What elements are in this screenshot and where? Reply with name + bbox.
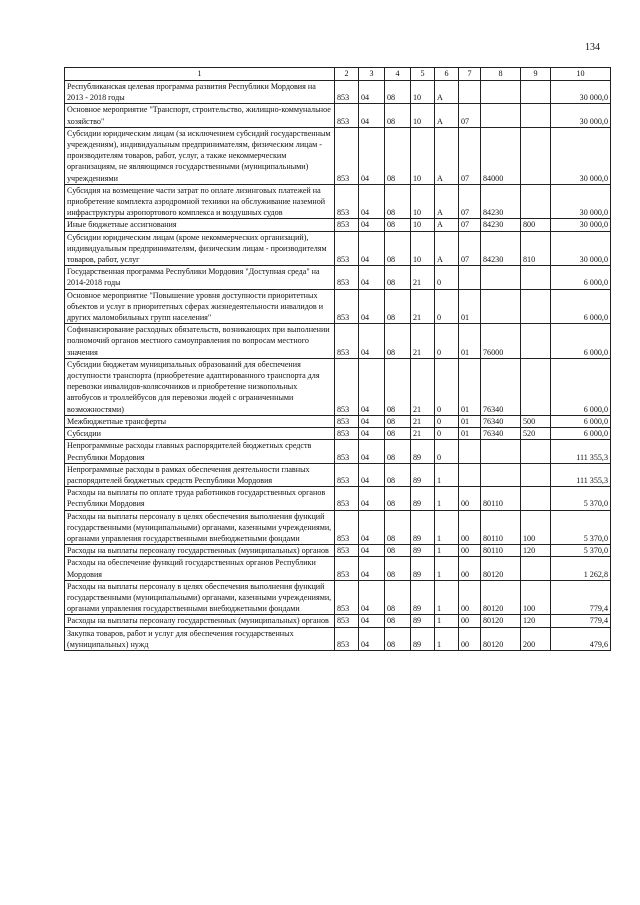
cell-code-section: 04 [359, 415, 385, 427]
cell-code-admin: 853 [335, 627, 359, 650]
cell-item-name: Субсидии юридическим лицам (за исключением субсидий государственным учреждениям), индивидуальным предпринимателям, физическим лицам - производителям товаров, работ, услуг, а также некоммерческим организациям, не являющимся государственными (муниципальными) учреждениями [65, 127, 335, 184]
header-cell: 2 [335, 68, 359, 81]
cell-code-subsection: 08 [385, 81, 411, 104]
cell-code-program: 21 [411, 358, 435, 415]
cell-code-subprogram: А [435, 184, 459, 219]
cell-amount: 6 000,0 [551, 358, 611, 415]
cell-code-direction [481, 440, 521, 463]
cell-code-admin: 853 [335, 231, 359, 266]
cell-code-direction: 80110 [481, 545, 521, 557]
cell-code-section: 04 [359, 219, 385, 231]
cell-amount: 6 000,0 [551, 415, 611, 427]
cell-code-program: 10 [411, 104, 435, 127]
table-row [65, 219, 611, 231]
header-cell: 9 [521, 68, 551, 81]
cell-code-program: 89 [411, 615, 435, 627]
cell-code-admin: 853 [335, 440, 359, 463]
cell-item-name: Расходы на обеспечение функций государственных органов Республики Мордовия [65, 557, 335, 580]
cell-item-name: Расходы на выплаты персоналу в целях обеспечения выполнения функций государственными (муниципальными) органами, казенными учреждениями, органами управления государственными внебюджетными фондами [65, 580, 335, 615]
cell-code-program: 89 [411, 487, 435, 510]
cell-code-direction: 80120 [481, 615, 521, 627]
cell-code-direction: 80110 [481, 487, 521, 510]
cell-code-expense-type [521, 266, 551, 289]
cell-code-subprogram: 0 [435, 324, 459, 359]
cell-code-subsection: 08 [385, 557, 411, 580]
cell-amount: 479,6 [551, 627, 611, 650]
cell-code-measure: 07 [459, 184, 481, 219]
header-cell: 4 [385, 68, 411, 81]
cell-code-admin: 853 [335, 324, 359, 359]
cell-item-name: Закупка товаров, работ и услуг для обеспечения государственных (муниципальных) нужд [65, 627, 335, 650]
cell-code-subprogram: 0 [435, 428, 459, 440]
cell-code-measure: 00 [459, 615, 481, 627]
cell-code-section: 04 [359, 184, 385, 219]
cell-code-subsection: 08 [385, 104, 411, 127]
cell-code-subsection: 08 [385, 231, 411, 266]
table-row [65, 289, 611, 324]
cell-amount: 1 262,8 [551, 557, 611, 580]
cell-amount: 30 000,0 [551, 81, 611, 104]
cell-code-program: 89 [411, 510, 435, 545]
cell-code-subsection: 08 [385, 510, 411, 545]
cell-amount: 30 000,0 [551, 184, 611, 219]
cell-code-subsection: 08 [385, 440, 411, 463]
cell-item-name: Основное мероприятие "Повышение уровня доступности приоритетных объектов и услуг в приоритетных сферах жизнедеятельности инвалидов и других маломобильных групп населения" [65, 289, 335, 324]
cell-code-expense-type [521, 557, 551, 580]
cell-code-admin: 853 [335, 104, 359, 127]
cell-code-section: 04 [359, 127, 385, 184]
cell-code-admin: 853 [335, 415, 359, 427]
cell-code-direction: 80120 [481, 627, 521, 650]
cell-code-subprogram: 1 [435, 545, 459, 557]
cell-code-admin: 853 [335, 184, 359, 219]
cell-code-direction: 84000 [481, 127, 521, 184]
cell-code-subprogram: А [435, 219, 459, 231]
cell-amount: 6 000,0 [551, 266, 611, 289]
cell-code-admin: 853 [335, 127, 359, 184]
cell-code-measure: 00 [459, 627, 481, 650]
cell-code-direction: 76340 [481, 428, 521, 440]
cell-code-admin: 853 [335, 487, 359, 510]
cell-code-subsection: 08 [385, 428, 411, 440]
cell-code-measure: 01 [459, 289, 481, 324]
cell-code-subprogram: А [435, 127, 459, 184]
table-row [65, 428, 611, 440]
cell-code-measure: 01 [459, 358, 481, 415]
cell-code-section: 04 [359, 487, 385, 510]
header-cell: 1 [65, 68, 335, 81]
cell-code-subprogram: А [435, 231, 459, 266]
cell-code-program: 89 [411, 580, 435, 615]
cell-code-section: 04 [359, 627, 385, 650]
cell-code-subprogram: 1 [435, 510, 459, 545]
cell-code-subsection: 08 [385, 324, 411, 359]
cell-code-subprogram: 1 [435, 627, 459, 650]
budget-table [64, 67, 611, 651]
cell-code-expense-type [521, 324, 551, 359]
cell-amount: 30 000,0 [551, 104, 611, 127]
cell-code-admin: 853 [335, 580, 359, 615]
cell-code-section: 04 [359, 324, 385, 359]
cell-code-expense-type: 800 [521, 219, 551, 231]
header-cell: 5 [411, 68, 435, 81]
cell-code-subprogram: 0 [435, 266, 459, 289]
cell-code-subprogram: 1 [435, 615, 459, 627]
cell-code-direction: 76000 [481, 324, 521, 359]
cell-amount: 111 355,3 [551, 463, 611, 486]
cell-item-name: Межбюджетные трансферты [65, 415, 335, 427]
cell-code-subsection: 08 [385, 219, 411, 231]
cell-code-expense-type [521, 289, 551, 324]
cell-amount: 30 000,0 [551, 219, 611, 231]
cell-code-section: 04 [359, 545, 385, 557]
cell-code-subprogram: 0 [435, 358, 459, 415]
cell-code-program: 89 [411, 545, 435, 557]
cell-code-direction [481, 463, 521, 486]
cell-code-subsection: 08 [385, 266, 411, 289]
cell-amount: 779,4 [551, 615, 611, 627]
cell-code-program: 21 [411, 428, 435, 440]
cell-code-section: 04 [359, 289, 385, 324]
cell-item-name: Основное мероприятие "Транспорт, строительство, жилищно-коммунальное хозяйство" [65, 104, 335, 127]
cell-code-direction: 84230 [481, 219, 521, 231]
header-row [65, 68, 611, 81]
cell-code-subsection: 08 [385, 545, 411, 557]
cell-item-name: Расходы на выплаты персоналу в целях обеспечения выполнения функций государственными (муниципальными) органами, казенными учреждениями, органами управления государственными внебюджетными фондами [65, 510, 335, 545]
cell-code-expense-type [521, 440, 551, 463]
cell-code-expense-type [521, 127, 551, 184]
cell-code-program: 21 [411, 289, 435, 324]
cell-code-measure: 07 [459, 219, 481, 231]
cell-code-direction: 84230 [481, 184, 521, 219]
cell-item-name: Государственная программа Республики Мордовия "Доступная среда" на 2014-2018 годы [65, 266, 335, 289]
table-row [65, 463, 611, 486]
table-row [65, 324, 611, 359]
cell-code-measure: 00 [459, 510, 481, 545]
header-cell: 10 [551, 68, 611, 81]
cell-code-expense-type [521, 184, 551, 219]
cell-code-subprogram: А [435, 81, 459, 104]
cell-item-name: Непрограммные расходы в рамках обеспечения деятельности главных распорядителей бюджетных средств Республики Мордовия [65, 463, 335, 486]
table-row [65, 104, 611, 127]
cell-code-program: 21 [411, 415, 435, 427]
table-row [65, 440, 611, 463]
cell-code-expense-type: 100 [521, 510, 551, 545]
cell-code-admin: 853 [335, 545, 359, 557]
cell-code-direction [481, 81, 521, 104]
cell-code-measure [459, 463, 481, 486]
table-row [65, 266, 611, 289]
cell-item-name: Непрограммные расходы главных распорядителей бюджетных средств Республики Мордовия [65, 440, 335, 463]
cell-code-section: 04 [359, 104, 385, 127]
cell-amount: 6 000,0 [551, 289, 611, 324]
cell-code-program: 89 [411, 627, 435, 650]
cell-code-measure: 00 [459, 557, 481, 580]
cell-code-measure: 01 [459, 428, 481, 440]
cell-item-name: Расходы на выплаты по оплате труда работников государственных органов Республики Мордовия [65, 487, 335, 510]
cell-code-direction [481, 289, 521, 324]
cell-amount: 6 000,0 [551, 428, 611, 440]
cell-code-admin: 853 [335, 266, 359, 289]
cell-code-measure: 00 [459, 487, 481, 510]
cell-code-subsection: 08 [385, 615, 411, 627]
cell-item-name: Субсидии [65, 428, 335, 440]
cell-code-section: 04 [359, 81, 385, 104]
cell-code-section: 04 [359, 428, 385, 440]
cell-code-expense-type: 120 [521, 545, 551, 557]
cell-code-section: 04 [359, 580, 385, 615]
cell-code-admin: 853 [335, 557, 359, 580]
table-row [65, 81, 611, 104]
header-cell: 7 [459, 68, 481, 81]
cell-code-section: 04 [359, 463, 385, 486]
cell-code-subsection: 08 [385, 487, 411, 510]
cell-code-section: 04 [359, 440, 385, 463]
cell-amount: 30 000,0 [551, 231, 611, 266]
cell-code-subprogram: 0 [435, 289, 459, 324]
cell-code-subsection: 08 [385, 289, 411, 324]
page-number: 134 [585, 42, 600, 53]
cell-code-admin: 853 [335, 510, 359, 545]
cell-code-measure: 01 [459, 415, 481, 427]
cell-code-subprogram: 1 [435, 580, 459, 615]
cell-item-name: Софинансирование расходных обязательств, возникающих при выполнении полномочий органов местного самоуправления по вопросам местного значения [65, 324, 335, 359]
header-cell: 3 [359, 68, 385, 81]
cell-code-measure: 00 [459, 580, 481, 615]
cell-code-expense-type [521, 81, 551, 104]
cell-amount: 6 000,0 [551, 324, 611, 359]
cell-amount: 30 000,0 [551, 127, 611, 184]
cell-code-direction: 76340 [481, 358, 521, 415]
cell-item-name: Расходы на выплаты персоналу государственных (муниципальных) органов [65, 545, 335, 557]
cell-code-direction: 80120 [481, 557, 521, 580]
table-row [65, 627, 611, 650]
cell-code-subsection: 08 [385, 358, 411, 415]
cell-code-expense-type: 200 [521, 627, 551, 650]
cell-amount: 779,4 [551, 580, 611, 615]
cell-item-name: Субсидия на возмещение части затрат по оплате лизинговых платежей на приобретение комплекта аэродромной техники на обслуживание наземной инфраструктуры аэропортового комплекса и воздушных судов [65, 184, 335, 219]
cell-code-subsection: 08 [385, 184, 411, 219]
cell-code-admin: 853 [335, 289, 359, 324]
cell-code-expense-type: 120 [521, 615, 551, 627]
cell-code-program: 10 [411, 127, 435, 184]
table-row [65, 358, 611, 415]
cell-code-measure: 07 [459, 104, 481, 127]
cell-code-program: 10 [411, 81, 435, 104]
cell-code-direction: 84230 [481, 231, 521, 266]
cell-code-expense-type: 500 [521, 415, 551, 427]
cell-code-section: 04 [359, 557, 385, 580]
cell-item-name: Республиканская целевая программа развития Республики Мордовия на 2013 - 2018 годы [65, 81, 335, 104]
cell-code-subprogram: 0 [435, 415, 459, 427]
cell-code-admin: 853 [335, 463, 359, 486]
table-row [65, 231, 611, 266]
cell-code-subsection: 08 [385, 580, 411, 615]
cell-code-program: 10 [411, 231, 435, 266]
table-row [65, 487, 611, 510]
cell-code-admin: 853 [335, 358, 359, 415]
table-row [65, 545, 611, 557]
cell-code-expense-type [521, 358, 551, 415]
cell-code-section: 04 [359, 266, 385, 289]
cell-code-section: 04 [359, 231, 385, 266]
cell-code-program: 21 [411, 266, 435, 289]
cell-code-section: 04 [359, 510, 385, 545]
cell-code-direction: 80110 [481, 510, 521, 545]
cell-code-subsection: 08 [385, 463, 411, 486]
table-row [65, 557, 611, 580]
cell-code-direction: 80120 [481, 580, 521, 615]
cell-code-direction [481, 266, 521, 289]
cell-code-subprogram: 1 [435, 557, 459, 580]
table-row [65, 615, 611, 627]
cell-amount: 5 370,0 [551, 487, 611, 510]
cell-code-section: 04 [359, 358, 385, 415]
cell-code-direction: 76340 [481, 415, 521, 427]
cell-code-program: 89 [411, 557, 435, 580]
cell-amount: 111 355,3 [551, 440, 611, 463]
cell-code-expense-type [521, 487, 551, 510]
cell-code-subprogram: 1 [435, 487, 459, 510]
cell-code-subprogram: 1 [435, 463, 459, 486]
cell-code-admin: 853 [335, 428, 359, 440]
cell-code-subsection: 08 [385, 415, 411, 427]
cell-code-subprogram: 0 [435, 440, 459, 463]
table-row [65, 415, 611, 427]
cell-code-measure: 01 [459, 324, 481, 359]
header-cell: 8 [481, 68, 521, 81]
cell-code-section: 04 [359, 615, 385, 627]
cell-code-measure: 07 [459, 127, 481, 184]
cell-item-name: Расходы на выплаты персоналу государственных (муниципальных) органов [65, 615, 335, 627]
cell-code-measure: 07 [459, 231, 481, 266]
cell-code-measure: 00 [459, 545, 481, 557]
cell-code-measure [459, 81, 481, 104]
cell-code-direction [481, 104, 521, 127]
cell-code-expense-type: 100 [521, 580, 551, 615]
cell-item-name: Субсидии юридическим лицам (кроме некоммерческих организаций), индивидуальным предпринимателям, физическим лицам - производителям товаров, работ, услуг [65, 231, 335, 266]
header-cell: 6 [435, 68, 459, 81]
cell-amount: 5 370,0 [551, 545, 611, 557]
cell-code-subsection: 08 [385, 127, 411, 184]
cell-code-admin: 853 [335, 81, 359, 104]
cell-code-expense-type: 520 [521, 428, 551, 440]
cell-code-program: 89 [411, 463, 435, 486]
cell-code-program: 10 [411, 219, 435, 231]
table-row [65, 580, 611, 615]
cell-code-measure [459, 440, 481, 463]
table-row [65, 510, 611, 545]
cell-code-program: 89 [411, 440, 435, 463]
cell-item-name: Субсидии бюджетам муниципальных образований для обеспечения доступности транспорта (приобретение адаптированного транспорта для перевозки инвалидов-колясочников и приобретение низкопольных автобусов и троллейбусов для перевозки людей с ограниченными возможностями) [65, 358, 335, 415]
cell-item-name: Иные бюджетные ассигнования [65, 219, 335, 231]
cell-amount: 5 370,0 [551, 510, 611, 545]
cell-code-expense-type [521, 104, 551, 127]
cell-code-subsection: 08 [385, 627, 411, 650]
cell-code-measure [459, 266, 481, 289]
cell-code-admin: 853 [335, 219, 359, 231]
cell-code-admin: 853 [335, 615, 359, 627]
table-row [65, 184, 611, 219]
cell-code-program: 10 [411, 184, 435, 219]
cell-code-expense-type [521, 463, 551, 486]
cell-code-expense-type: 810 [521, 231, 551, 266]
table-row [65, 127, 611, 184]
cell-code-program: 21 [411, 324, 435, 359]
cell-code-subprogram: А [435, 104, 459, 127]
